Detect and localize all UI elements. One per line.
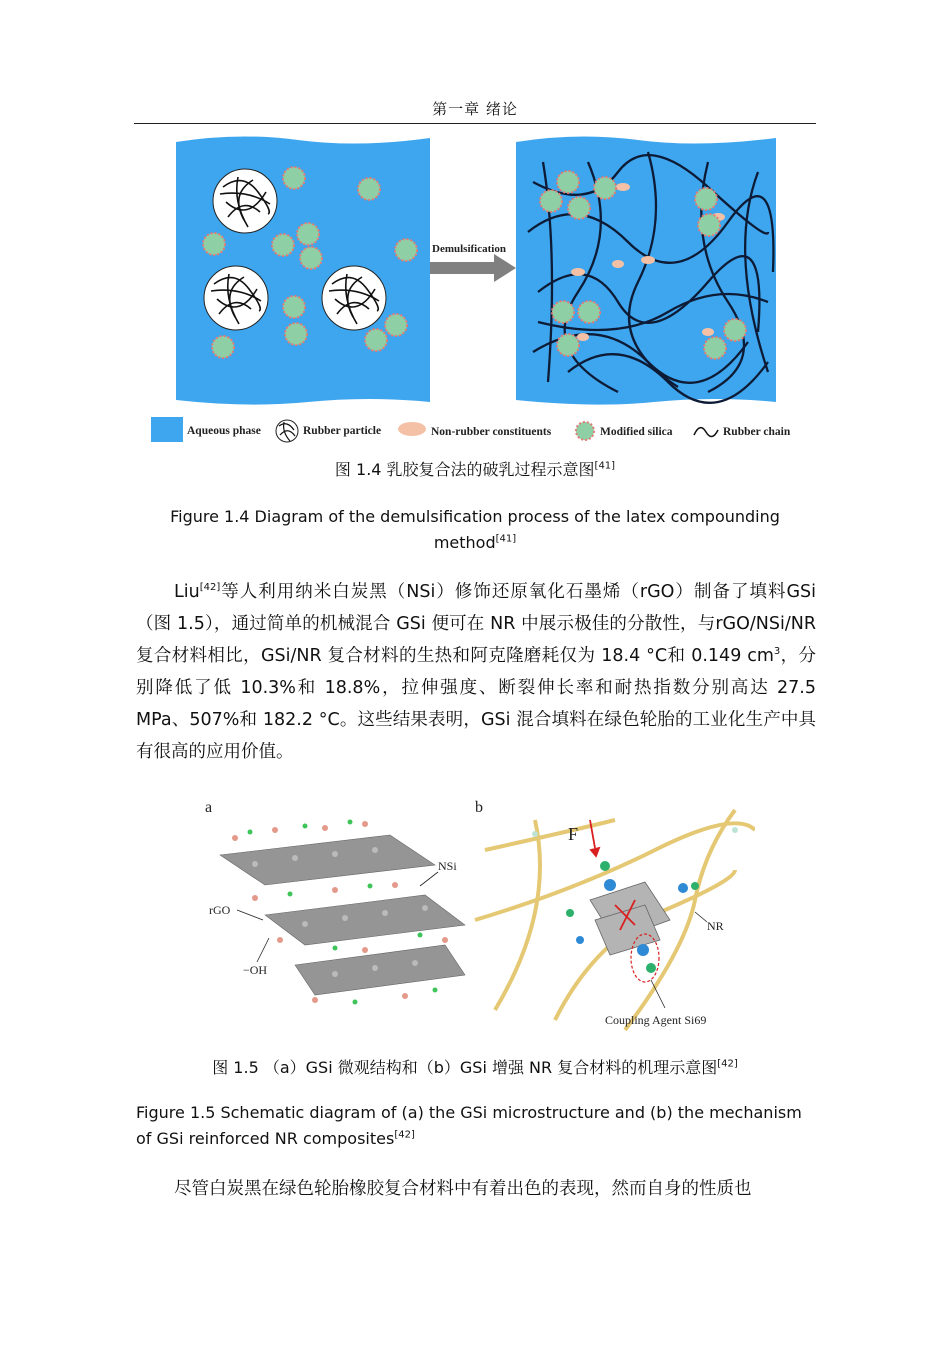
figure-1-5-caption-cn: 图 1.5 （a）GSi 微观结构和（b）GSi 增强 NR 复合材料的机理示意图[42] [212, 1058, 738, 1077]
figure-1-4-caption-cn: 图 1.4 乳胶复合法的破乳过程示意图[41] [334, 460, 616, 479]
legend-chain-label: Rubber chain [723, 426, 791, 438]
paragraph-liu: Liu[42]等人利用纳米白炭黑（NSi）修饰还原氧化石墨烯（rGO）制备了填料GSi（图 1.5），通过简单的机械混合 GSi 便可在 NR 中展示极佳的分散性，与rGO/NSi/NR 复合材料相比，GSi/NR 复合材料的生热和阿克隆磨耗仅为 18.4 °C和 0.149 $cm^3$，分别降低了低 10.3%和 18.8%，拉伸强度、断裂伸长率和耐热指数分别高达 27.5 MPa、507%和 182.2 °C。这些结果表明，GSi 混合填料在绿色轮胎的工业化生产中具有很高的应用价值。 [136, 582, 817, 762]
legend-rubber-particle-icon [276, 420, 298, 442]
rubber-particle-3 [322, 266, 386, 330]
legend-non-rubber-label: Non-rubber constituents [431, 426, 552, 438]
panel-b-label: b [475, 799, 483, 816]
force-label: F [568, 824, 579, 844]
rubber-particle-1 [213, 169, 277, 233]
demulsification-label: Demulsification [432, 243, 506, 255]
figure-1-4-caption-en: Figure 1.4 Diagram of the demulsification process of the latex compounding method[41] [170, 507, 780, 552]
figure-1-5-gsi [195, 790, 755, 1035]
gsi-cluster [590, 882, 670, 955]
figure1-legend [151, 417, 791, 442]
rgo-label: rGO [209, 903, 231, 917]
nsi-label: NSi [438, 859, 457, 873]
figure-1-4-demulsification [148, 132, 810, 450]
figure-1-5-caption-en: Figure 1.5 Schematic diagram of (a) the GSi microstructure and (b) the mechanism of GSi reinforced NR composites[42] [136, 1103, 802, 1148]
panel-a-label: a [205, 799, 213, 816]
legend-rubber-particle-label: Rubber particle [303, 425, 382, 437]
nr-label: NR [707, 919, 724, 933]
legend-silica-icon [576, 422, 594, 440]
header-rule [134, 123, 816, 124]
legend-non-rubber-icon [398, 422, 426, 436]
legend-chain-icon [694, 428, 718, 437]
rubber-particle-2 [204, 266, 268, 330]
coupling-agent-label: Coupling Agent Si69 [605, 1013, 707, 1027]
legend-aqueous-swatch [151, 417, 183, 442]
chapter-header: 第一章 绪论 [432, 100, 518, 118]
legend-aqueous-label: Aqueous phase [187, 425, 261, 437]
legend-silica-label: Modified silica [600, 426, 673, 438]
paragraph-white-carbon: 尽管白炭黑在绿色轮胎橡胶复合材料中有着出色的表现，然而自身的性质也 [174, 1179, 752, 1199]
demulsification-arrow [430, 254, 516, 282]
oh-label: −OH [243, 963, 268, 977]
